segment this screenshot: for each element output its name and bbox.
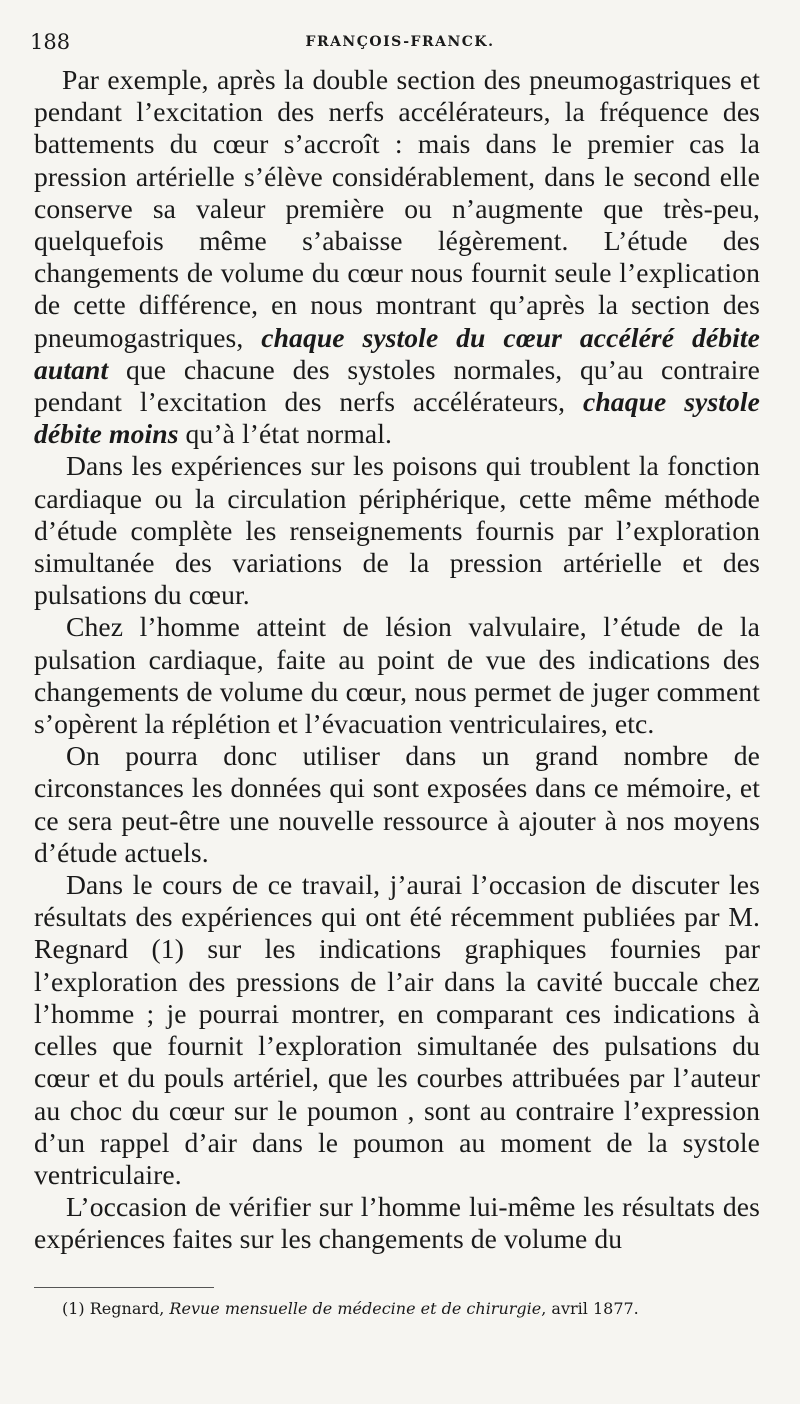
paragraph-3: Chez l’homme atteint de lésion valvulaire, l’étude de la pulsation cardiaque, faite au point de vue des indications des changements de volume du cœur, nous permet de juger comment s’opèrent la réplétion et l’évacuation ventriculaires, etc. (34, 611, 760, 740)
paragraph-1-emphasis-b: chaque systole débite moins (34, 386, 760, 450)
paragraph-2: Dans les expériences sur les poisons qui troublent la fonction cardiaque ou la circulation périphérique, cette même méthode d’étude complète les renseignements fournis par l’exploration simultanée des variations de la pression artérielle et des pulsations du cœur. (34, 450, 760, 611)
paragraph-1-emphasis-a: chaque systole du cœur accéléré débite autant (34, 321, 760, 385)
paragraph-1 (34, 64, 760, 450)
paragraph-1-text-a: Par exemple, après la double section des pneumogastriques et pendant l’excitation des nerfs accélérateurs, la fréquence des battements du cœur s’accroît : mais dans le premier cas la pression artérielle s’élève considérablement, dans le second elle conserve sa valeur première ou n’augmente que très-peu, quelquefois même s’abaisse légèrement. L’étude des changements de volume du cœur nous fournit seule l’explication de cette différence, en nous montrant qu’après la section des pneumogastriques, (34, 64, 760, 353)
footnote-journal-title: Revue mensuelle de médecine et de chirurgie (169, 1299, 542, 1318)
running-title: FRANÇOIS-FRANCK. (305, 34, 495, 50)
footnote-marker: (1) Regnard, (62, 1299, 165, 1318)
footnote (62, 1298, 762, 1320)
page-number: 188 (30, 30, 71, 54)
paragraph-5: Dans le cours de ce travail, j’aurai l’occasion de discuter les résultats des expériences qui ont été récemment publiées par M. Regnard (1) sur les indications graphiques fournies par l’exploration des pressions de l’air dans la cavité buccale chez l’homme ; je pourrai montrer, en comparant ces indications à celles que fournit l’exploration simultanée des pulsations du cœur et du pouls artériel, que les courbes attribuées par l’auteur au choc du cœur sur le poumon , sont au contraire l’expression d’un rappel d’air dans le poumon au moment de la systole ventriculaire. (34, 869, 760, 1190)
paragraph-1-text-b: que chacune des systoles normales, qu’au contraire pendant l’excitation des nerfs accélérateurs, (34, 353, 760, 418)
footnote-divider (34, 1287, 214, 1288)
body-text (34, 64, 760, 1256)
running-head (30, 30, 770, 58)
paragraph-4: On pourra donc utiliser dans un grand nombre de circonstances les données qui sont exposées dans ce mémoire, et ce sera peut-être une nouvelle ressource à ajouter à nos moyens d’étude actuels. (34, 740, 760, 868)
footnote-date: , avril 1877. (541, 1299, 639, 1318)
paragraph-6: L’occasion de vérifier sur l’homme lui-même les résultats des expériences faites sur les changements de volume du (34, 1191, 760, 1255)
paragraph-1-text-c: qu’à l’état normal. (178, 418, 392, 450)
